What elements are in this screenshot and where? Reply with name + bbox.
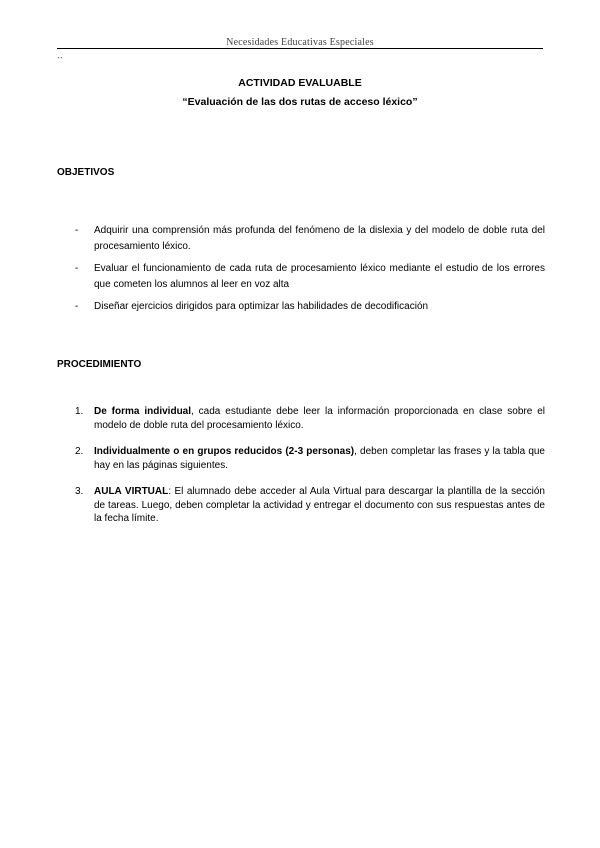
objetivos-list	[57, 223, 545, 322]
step-emphasis: De forma individual	[94, 406, 192, 417]
objetivo-text: Evaluar el funcionamiento de cada ruta de procesamiento léxico mediante el estudio de los errores que cometen los alumnos al leer en voz alta	[94, 263, 545, 290]
step-number: 2.	[75, 446, 84, 457]
running-header: Necesidades Educativas Especiales	[226, 37, 374, 48]
step-number: 3.	[75, 486, 84, 497]
objetivo-text: Adquirir una comprensión más profunda del fenómeno de la dislexia y del modelo de doble ruta del procesamiento léxico.	[94, 225, 545, 252]
bullet-dash: -	[75, 301, 79, 312]
procedimiento-step	[57, 445, 545, 472]
procedimiento-step	[57, 485, 545, 526]
stray-mark: ``	[57, 56, 63, 66]
document-subtitle: “Evaluación de las dos rutas de acceso léxico”	[182, 96, 418, 108]
header-rule	[57, 48, 543, 49]
step-emphasis: Individualmente o en grupos reducidos (2-3 personas)	[94, 446, 355, 457]
objetivo-text: Diseñar ejercicios dirigidos para optimizar las habilidades de decodificación	[94, 301, 429, 312]
bullet-dash: -	[75, 263, 79, 274]
procedimiento-list	[57, 405, 545, 539]
step-number: 1.	[75, 406, 84, 417]
step-text: : El alumnado debe acceder al Aula Virtual para descargar la plantilla de la sección de tareas. Luego, deben completar la actividad y entregar el documento con sus respuestas antes de la fecha límite.	[94, 486, 545, 524]
step-text: , deben completar las frases y la tabla que hay en las páginas siguientes.	[94, 446, 545, 471]
procedimiento-heading: PROCEDIMIENTO	[57, 359, 142, 370]
objetivo-item	[57, 299, 545, 315]
bullet-dash: -	[75, 225, 79, 236]
procedimiento-step	[57, 405, 545, 432]
objetivos-heading: OBJETIVOS	[57, 167, 115, 178]
document-title: ACTIVIDAD EVALUABLE	[238, 77, 362, 89]
objetivo-item	[57, 223, 545, 254]
step-emphasis: AULA VIRTUAL	[94, 486, 169, 497]
step-text: , cada estudiante debe leer la información proporcionada en clase sobre el modelo de doble ruta del procesamiento léxico.	[94, 406, 545, 431]
objetivo-item	[57, 261, 545, 292]
